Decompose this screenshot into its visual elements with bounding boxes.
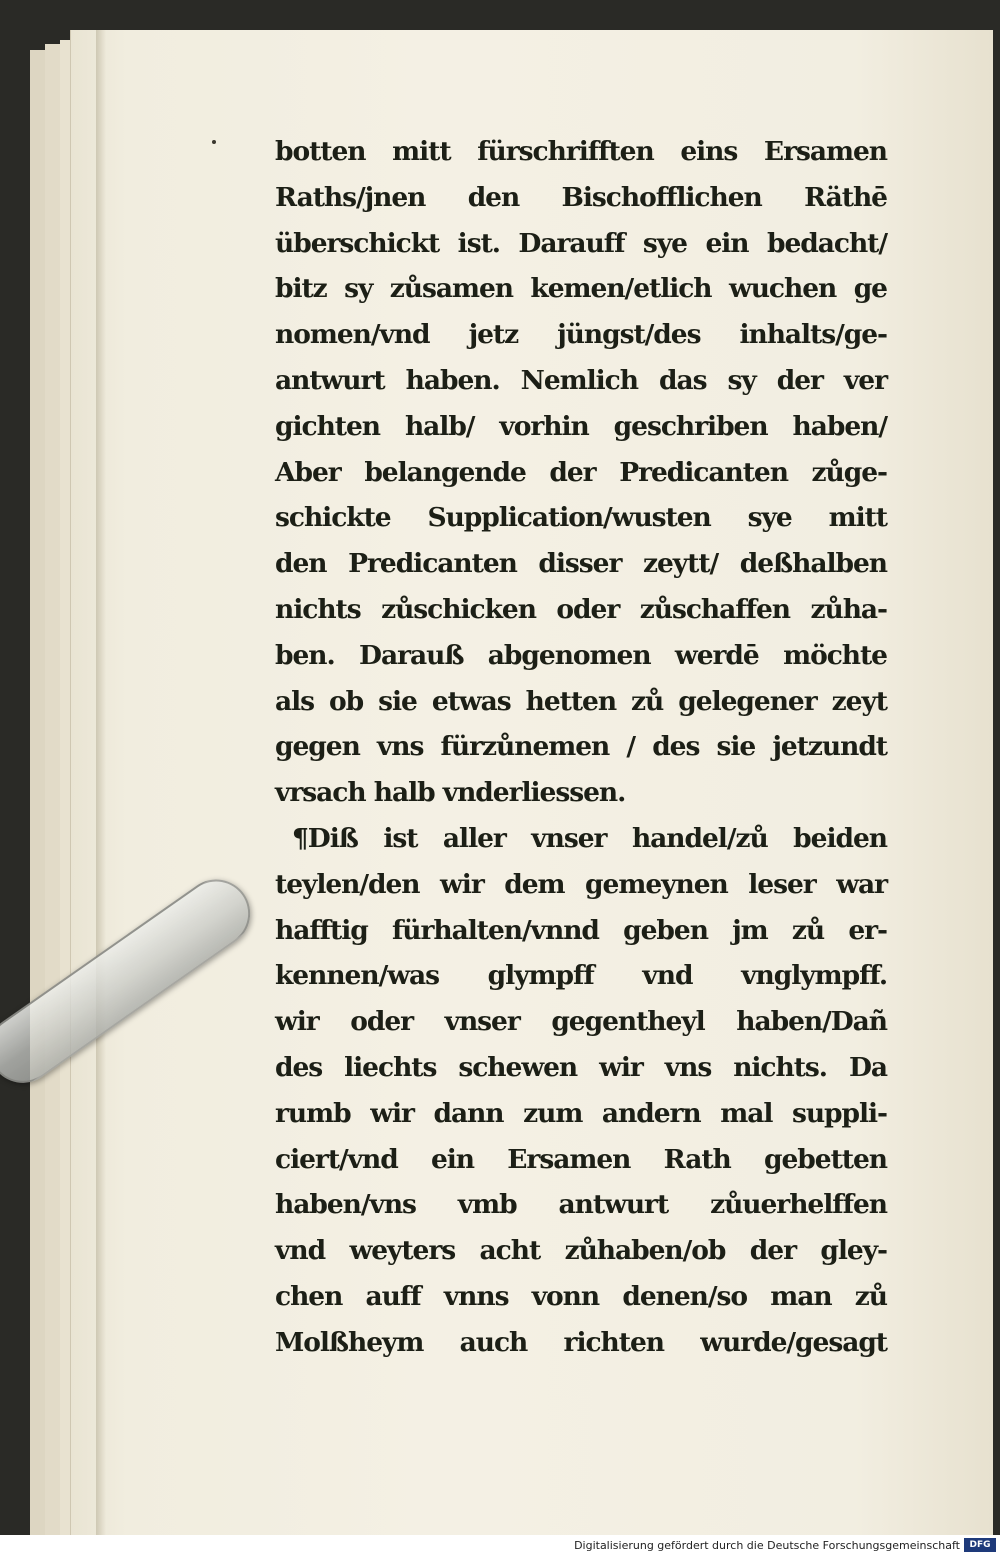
- text-line: des liechts schewen wir vns nichts. Da: [275, 1051, 887, 1083]
- text-line: rumb wir dann zum andern mal suppli-: [275, 1097, 887, 1129]
- ink-speck: [212, 140, 216, 144]
- text-line: antwurt haben. Nemlich das sy der ver: [275, 364, 887, 396]
- dfg-logo: DFG: [964, 1538, 996, 1552]
- page-text-block: [275, 129, 887, 1366]
- text-line: nichts zůschicken oder zůschaffen zůha-: [275, 593, 887, 625]
- text-line: ciert/vnd ein Ersamen Rath gebetten: [275, 1143, 887, 1175]
- text-line: Aber belangende der Predicanten zůge-: [275, 456, 887, 488]
- text-line: Raths/jnen den Bischofflichen Räthē: [275, 181, 887, 213]
- text-line: teylen/den wir dem gemeynen leser war: [275, 868, 887, 900]
- text-line: Molßheym auch richten wurde/gesagt: [275, 1326, 887, 1358]
- digitization-footer: [0, 1535, 1000, 1555]
- text-line: wir oder vnser gegentheyl haben/Dañ: [275, 1006, 887, 1038]
- text-line: vnd weyters acht zůhaben/ob der gley-: [275, 1235, 887, 1267]
- text-line: gegen vns fürzůnemen / des sie jetzundt: [275, 731, 887, 763]
- text-line: ben. Darauß abgenomen werdē möchte: [275, 639, 887, 671]
- page-fold-shadow: [96, 30, 106, 1538]
- text-line: schickte Supplication/wusten sye mitt: [275, 502, 887, 534]
- paragraph-start-line: ¶Diß ist aller vnser handel/zů beiden: [292, 822, 887, 854]
- footer-credit: Digitalisierung gefördert durch die Deutsche Forschungsgemeinschaft: [574, 1539, 960, 1552]
- text-line: botten mitt fürschrifften eins Ersamen: [275, 136, 887, 167]
- text-line: kennen/was glympff vnd vnglympff.: [275, 960, 887, 992]
- text-line: den Predicanten disser zeytt/ deßhalben: [275, 548, 887, 580]
- text-line: gichten halb/ vorhin geschriben haben/: [275, 410, 887, 442]
- text-line: überschickt ist. Darauff sye ein bedacht/: [275, 227, 887, 259]
- text-line: haben/vns vmb antwurt zůuerhelffen: [275, 1189, 887, 1221]
- text-line: als ob sie etwas hetten zů gelegener zeyt: [275, 685, 887, 717]
- text-line: nomen/vnd jetz jüngst/des inhalts/ge-: [275, 319, 887, 351]
- paragraph-end-line: vrsach halb vnderliessen.: [275, 777, 626, 809]
- text-line: chen auff vnns vonn denen/so man zů: [275, 1280, 887, 1312]
- text-line: hafftig fürhalten/vnnd geben jm zů er-: [275, 914, 887, 946]
- text-line: bitz sy zůsamen kemen/etlich wuchen ge: [275, 273, 887, 305]
